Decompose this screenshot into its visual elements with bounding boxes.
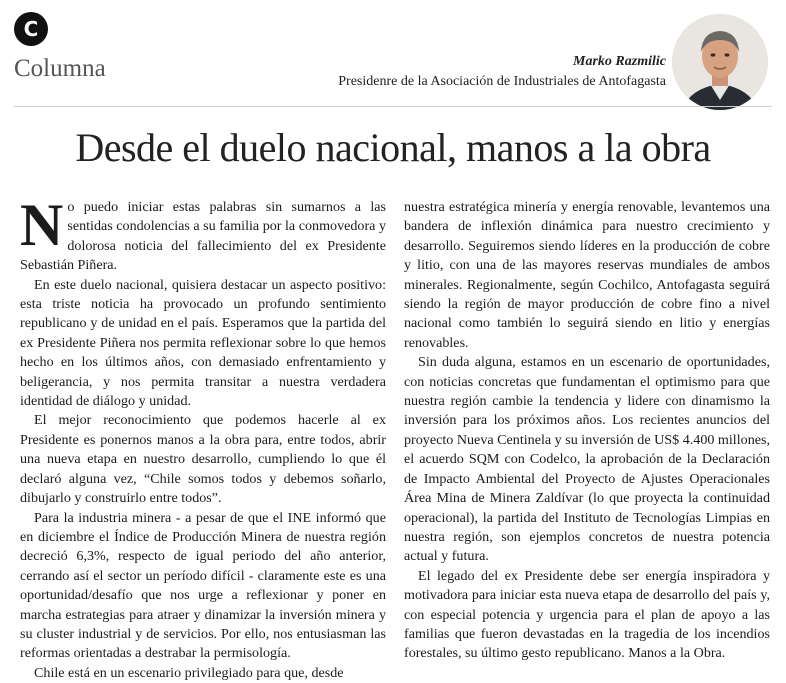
drop-cap: N [20,192,64,258]
article-paragraph: Chile está en un escenario privilegiado para que, desde [34,664,344,681]
headline: Desde el duelo nacional, manos a la obra [75,125,711,170]
article-column-right [404,198,770,662]
article-paragraph: El legado del ex Presidente debe ser energía inspiradora y motivadora para iniciar esta nueva etapa de desarrollo del país y, con especial potencia y urgencia para el plan de apoyo a las familias que fueron devastadas en la tragedia de los incendios forestales, su último gesto republicano. Manos a la Obra. [404,567,770,662]
article-paragraph: El mejor reconocimiento que podemos hacerle al ex Presidente es ponernos manos a la obra para, entre todos, abrir una nueva etapa en nuestro desarrollo, cumpliendo lo que él declaró alguna vez, “Chile somos todos y debemos soñarlo, dibujarlo y construirlo entre todos”. [20,412,386,507]
section-label: Columna [14,55,106,82]
author-role: Presidenre de la Asociación de Industriales de Antofagasta [338,74,666,89]
article-paragraph: Para la industria minera - a pesar de que el INE informó que en diciembre el Índice de Producción Minera de nuestra región decreció 6,3%, respecto de igual periodo del año anterior, cerrando así el sector un período difícil - claramente este es una oportunidad/desafío que nos urge a reflexionar y poner en marcha estrategias para atraer y dinamizar la inversión minera y su cluster industrial y de servicios. Por ello, nos entusiasman las reformas orientadas a destrabar la permisología. [20,509,386,662]
article-body [20,192,770,681]
article-paragraph: No puedo iniciar estas palabras sin sumarnos a las sentidas condolencias a su familia por la conmovedora y dolorosa noticia del fallecimiento del ex Presidente Sebastián Piñera. [20,192,386,274]
author-name: Marko Razmilic [573,54,666,69]
author-photo [672,14,768,110]
article-paragraph: Sin duda alguna, estamos en un escenario de oportunidades, con noticias concretas que fundamentan el optimismo para que nuestra región cambie la tendencia y lidere con dinamismo la inversión para los próximos años. Los recientes anuncios del proyecto Nueva Centinela y su inversión de US$ 4.400 millones, el acuerdo SQM con Codelco, la aprobación de la Declaración de Impacto Ambiental del Proyecto de Ajustes Operacionales Área Mina de Minera Zaldívar (lo que proyecta la continuidad operacional), la partida del Instituto de Tecnologías Limpias en nuestra región, son ejemplos concretos de nuestra potencia actual y futura. [404,354,770,565]
article-paragraph: nuestra estratégica minería y energía renovable, levantemos una bandera de inflexión dinámica para nuestro crecimiento y desarrollo. Seguiremos siendo líderes en la producción de cobre y litio, con una de las mayores reservas mundiales de ambos minerales. Regionalmente, según Cochilco, Antofagasta seguirá siendo la región de mayor producción de cobre fino a nivel nacional como también lo seguirá siendo en litio y energías renovables. [404,199,770,351]
section-badge: C [14,12,48,46]
article-column-left [20,192,386,681]
author-portrait-image [672,14,768,110]
header-divider [14,106,772,107]
article-paragraph: En este duelo nacional, quisiera destacar un aspecto positivo: esta triste noticia ha provocado un profundo sentimiento republicano y de unidad en el país. Esperamos que la partida del ex Presidente Piñera nos permita reflexionar sobre lo que hemos hecho en los últimos años, con demasiado enfrentamiento y beligerancia, y nos permita transitar a nuestra verdadera identidad de diálogo y unidad. [20,276,386,410]
